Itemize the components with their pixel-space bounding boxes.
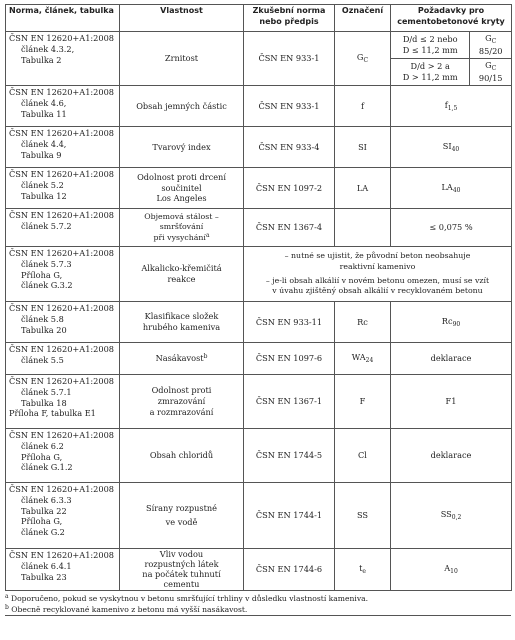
norm-cell: ČSN EN 12620+A1:2008 článek 4.6, Tabulka 11 [6, 86, 120, 127]
symbol-cell: SS [335, 483, 391, 549]
norm-cell: ČSN EN 12620+A1:2008 článek 6.2 Příloha G, článek G.1.2 [6, 429, 120, 483]
symbol-cell: Rc [335, 302, 391, 343]
table-row [6, 247, 512, 302]
property-cell: Obsah jemných částic [120, 86, 244, 127]
header-row [6, 5, 512, 32]
norm-cell: ČSN EN 12620+A1:2008 článek 5.5 [6, 343, 120, 375]
header-symbol: Označení [335, 5, 391, 32]
requirement-cell [391, 32, 512, 86]
test-cell: ČSN EN 1367-4 [244, 209, 335, 247]
symbol-cell: F [335, 375, 391, 429]
header-test: Zkušební norma nebo předpis [244, 5, 335, 32]
symbol-cell [335, 209, 391, 247]
symbol-cell: $WA_{24}$ [335, 343, 391, 375]
requirement-cell: $Rc_{90}$ [391, 302, 512, 343]
norm-line: Tabulka 2 [21, 54, 62, 65]
condition-1: D/d ≤ 2 nebo D ≤ 11,2 mm [391, 32, 470, 58]
requirements-table-wrapper [5, 4, 511, 616]
property-cell: Klasifikace složek hrubého kameniva [120, 302, 244, 343]
footnote-divider [5, 615, 511, 616]
table-row [6, 549, 512, 591]
requirement-cell: deklarace [391, 429, 512, 483]
requirement-cell: $LA_{40}$ [391, 168, 512, 209]
test-cell: ČSN EN 1744-6 [244, 549, 335, 591]
property-cell: Odolnost proti drcení součinitel Los Angeles [120, 168, 244, 209]
test-cell: ČSN EN 1744-5 [244, 429, 335, 483]
table-row [6, 209, 512, 247]
property-cell: Tvarový index [120, 127, 244, 168]
norm-cell: ČSN EN 12620+A1:2008 článek 5.8 Tabulka 20 [6, 302, 120, 343]
table-row [6, 168, 512, 209]
requirement-2: $G_C$ 90/15 [470, 59, 511, 85]
requirement-cell: $SS_{0,2}$ [391, 483, 512, 549]
norm-cell: ČSN EN 12620+A1:2008 článek 6.3.3 Tabulka 22 Příloha G, článek G.2 [6, 483, 120, 549]
requirement-cell: ≤ 0,075 % [391, 209, 512, 247]
norm-cell [6, 32, 120, 86]
table-row [6, 127, 512, 168]
table-row [6, 375, 512, 429]
property-cell: Odolnost proti zmrazování a rozmrazování [120, 375, 244, 429]
table-row [6, 86, 512, 127]
symbol-cell: $t_e$ [335, 549, 391, 591]
table-row [6, 429, 512, 483]
test-cell: ČSN EN 1097-2 [244, 168, 335, 209]
test-cell: ČSN EN 1367-1 [244, 375, 335, 429]
symbol-cell: $G_C$ [335, 32, 391, 86]
symbol-cell: SI [335, 127, 391, 168]
requirement-cell: $A_{10}$ [391, 549, 512, 591]
footnote-b: $^b$ Obecně recyklované kamenivo z betonu má vyšší nasákavost. [5, 604, 248, 615]
footnote-a: $^a$ Doporučeno, pokud se vyskytnou v betonu smršťující trhliny v důsledku vlastností kameniva. [5, 593, 369, 604]
test-cell: ČSN EN 933-1 [244, 32, 335, 86]
norm-cell: ČSN EN 12620+A1:2008 článek 4.4, Tabulka 9 [6, 127, 120, 168]
header-property: Vlastnost [120, 5, 244, 32]
symbol-cell: LA [335, 168, 391, 209]
property-cell: Síranу rozpustné ve vodě [120, 483, 244, 549]
norm-cell: ČSN EN 12620+A1:2008 článek 5.7.3 Příloha G, článek G.3.2 [6, 247, 120, 302]
test-cell: ČSN EN 933-4 [244, 127, 335, 168]
requirement-1: $G_C$ 85/20 [478, 33, 503, 57]
footnotes [5, 593, 511, 616]
norm-cell: ČSN EN 12620+A1:2008 článek 6.4.1 Tabulka 23 [6, 549, 120, 591]
table-row [6, 32, 512, 86]
test-cell: ČSN EN 933-1 [244, 86, 335, 127]
header-requirement: Požadavky pro cementobetonové kryty [391, 5, 512, 32]
norm-cell: ČSN EN 12620+A1:2008 článek 5.7.2 [6, 209, 120, 247]
requirement-cell: $SI_{40}$ [391, 127, 512, 168]
table-row [6, 483, 512, 549]
property-cell: Alkalicko-křemičitá reakce [120, 247, 244, 302]
table-row [6, 302, 512, 343]
symbol-cell: f [335, 86, 391, 127]
property-cell: Vliv vodou rozpustných látek na počátek tuhnutí cementu [120, 549, 244, 591]
table-row [6, 343, 512, 375]
test-cell: ČSN EN 1744-1 [244, 483, 335, 549]
conditional-requirements [391, 32, 511, 84]
asr-note-cell: – nutné se ujistit, že původní beton neobsahuje reaktivní kamenivo – je-li obsah alkálií v novém betonu omezen, musí se vzít v úvahu zjištěný obsah alkálií v recyklovaném betonu [244, 247, 512, 302]
requirement-cell: $f_{1,5}$ [391, 86, 512, 127]
property-cell: Objemová stálost – smršťování při vysychání$^a$ [120, 209, 244, 247]
test-cell: ČSN EN 1097-6 [244, 343, 335, 375]
requirement-cell: deklarace [391, 343, 512, 375]
property-cell: Nasákavost$^b$ [120, 343, 244, 375]
norm-cell: ČSN EN 12620+A1:2008 článek 5.7.1 Tabulka 18 Příloha F, tabulka E1 [6, 375, 120, 429]
condition-2: D/d > 2 a D > 11,2 mm [391, 59, 470, 85]
test-cell: ČSN EN 933-11 [244, 302, 335, 343]
norm-cell: ČSN EN 12620+A1:2008 článek 5.2 Tabulka 12 [6, 168, 120, 209]
footnote-ref: a [205, 232, 210, 240]
symbol-cell: Cl [335, 429, 391, 483]
requirements-table [5, 4, 512, 591]
property-cell: Obsah chloridů [120, 429, 244, 483]
norm-line: ČSN EN 12620+A1:2008 [9, 33, 115, 43]
header-norm: Norma, článek, tabulka [6, 5, 120, 32]
property-cell: Zrnitost [120, 32, 244, 86]
requirement-cell: F1 [391, 375, 512, 429]
footnote-ref: b [203, 353, 208, 361]
norm-line: článek 4.3.2, [21, 43, 75, 54]
